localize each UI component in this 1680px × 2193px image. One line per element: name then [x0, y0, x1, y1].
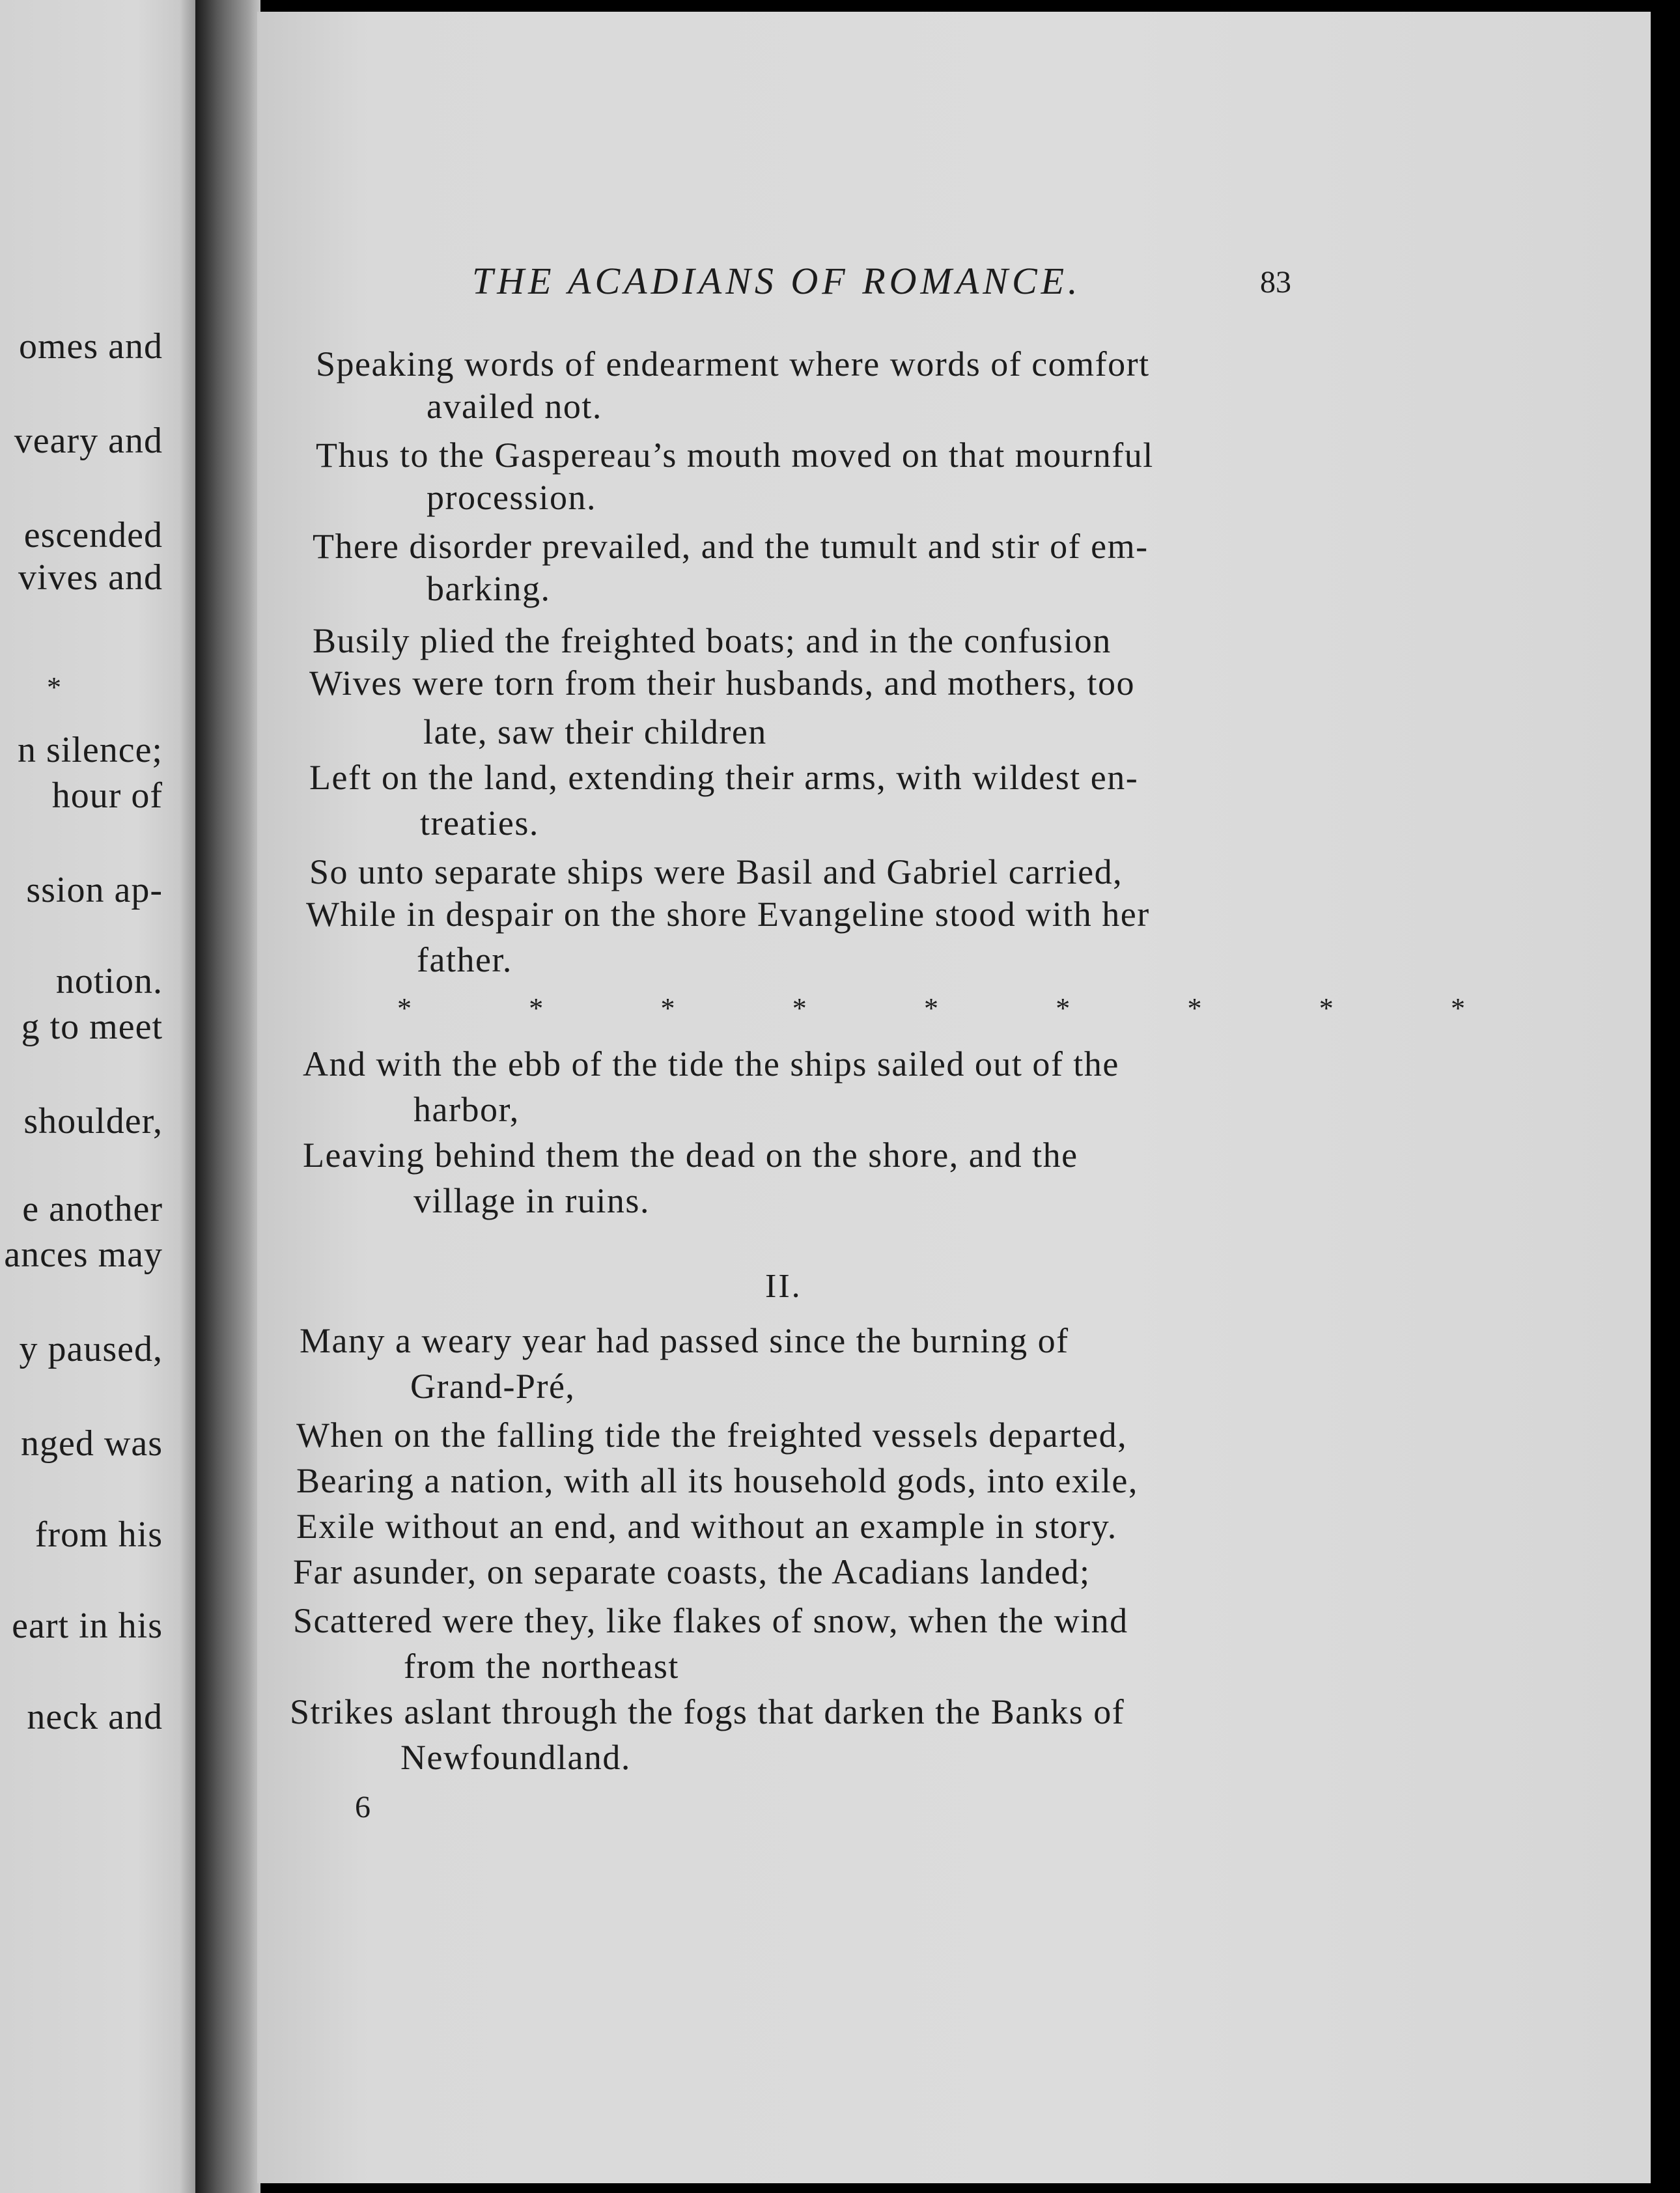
poem-line-continuation: Grand-Pré,: [410, 1367, 576, 1406]
section-number: II.: [765, 1268, 802, 1305]
poem-line-continuation: Newfoundland.: [400, 1738, 631, 1777]
poem-line: Speaking words of endearment where words of comfort: [316, 344, 1150, 384]
poem-line: Bearing a nation, with all its household gods, into exile,: [296, 1461, 1138, 1500]
poem-line-continuation: village in ruins.: [413, 1181, 650, 1220]
separator-star: *: [397, 992, 412, 1024]
separator-star: *: [660, 992, 675, 1024]
poem-line: Exile without an end, and without an example in story.: [296, 1507, 1117, 1546]
page-number: 83: [1260, 265, 1291, 300]
left-fragment: g to meet: [21, 1007, 163, 1047]
left-fragment: *: [47, 671, 62, 703]
poem-line: And with the ebb of the tide the ships sailed out of the: [303, 1044, 1119, 1083]
poem-line: Many a weary year had passed since the burning of: [300, 1321, 1069, 1360]
left-fragment: y paused,: [19, 1329, 163, 1369]
poem-line-continuation: father.: [417, 940, 512, 979]
left-fragment: nged was: [21, 1423, 163, 1464]
section-separator: [397, 992, 1465, 1025]
left-fragment: hour of: [51, 775, 163, 816]
poem-line: Far asunder, on separate coasts, the Acadians landed;: [293, 1552, 1091, 1591]
left-fragment: neck and: [27, 1697, 163, 1737]
separator-star: *: [1451, 992, 1465, 1024]
poem-line: Scattered were they, like flakes of snow, when the wind: [293, 1601, 1128, 1640]
left-fragment: ances may: [4, 1235, 163, 1275]
signature-mark: 6: [355, 1790, 371, 1824]
separator-star: *: [529, 992, 544, 1024]
left-fragment: vives and: [18, 557, 163, 598]
poem-line-continuation: late, saw their children: [423, 712, 767, 751]
poem-line: Left on the land, extending their arms, with wildest en-: [309, 758, 1139, 797]
running-title: THE ACADIANS OF ROMANCE.: [472, 260, 1082, 302]
poem-line: So unto separate ships were Basil and Gabriel carried,: [309, 852, 1123, 891]
book-gutter: [195, 0, 260, 2193]
left-fragment: e another: [22, 1189, 163, 1229]
left-fragment: veary and: [14, 421, 163, 461]
separator-star: *: [924, 992, 938, 1024]
left-fragment: n silence;: [17, 730, 163, 770]
left-fragment: notion.: [55, 961, 163, 1001]
left-fragment: from his: [35, 1515, 163, 1555]
left-fragment: eart in his: [12, 1606, 163, 1646]
separator-star: *: [1187, 992, 1202, 1024]
poem-line: Thus to the Gaspereau’s mouth moved on that mournful: [316, 436, 1154, 475]
left-fragment: omes and: [18, 326, 163, 367]
poem-line-continuation: from the northeast: [404, 1647, 679, 1686]
poem-line-continuation: barking.: [427, 569, 551, 608]
poem-line: While in despair on the shore Evangeline stood with her: [306, 895, 1150, 934]
poem-line: Wives were torn from their husbands, and mothers, too: [309, 663, 1136, 703]
separator-star: *: [1056, 992, 1071, 1024]
left-fragment: ssion ap-: [26, 870, 163, 910]
poem-line-continuation: harbor,: [413, 1090, 520, 1129]
poem-line-continuation: availed not.: [427, 387, 602, 426]
poem-line: There disorder prevailed, and the tumult and stir of em-: [313, 527, 1149, 566]
poem-line: Leaving behind them the dead on the shore, and the: [303, 1136, 1078, 1175]
left-page: [0, 0, 195, 2193]
left-fragment: shoulder,: [23, 1101, 163, 1141]
poem-line-continuation: treaties.: [420, 803, 539, 843]
separator-star: *: [792, 992, 807, 1024]
poem-line: Busily plied the freighted boats; and in the confusion: [313, 621, 1112, 660]
left-fragment: escended: [23, 515, 163, 555]
poem-line-continuation: procession.: [427, 478, 596, 517]
separator-star: *: [1319, 992, 1334, 1024]
poem-line: Strikes aslant through the fogs that darken the Banks of: [290, 1692, 1125, 1731]
poem-line: When on the falling tide the freighted vessels departed,: [296, 1416, 1128, 1455]
right-page: [257, 12, 1651, 2183]
